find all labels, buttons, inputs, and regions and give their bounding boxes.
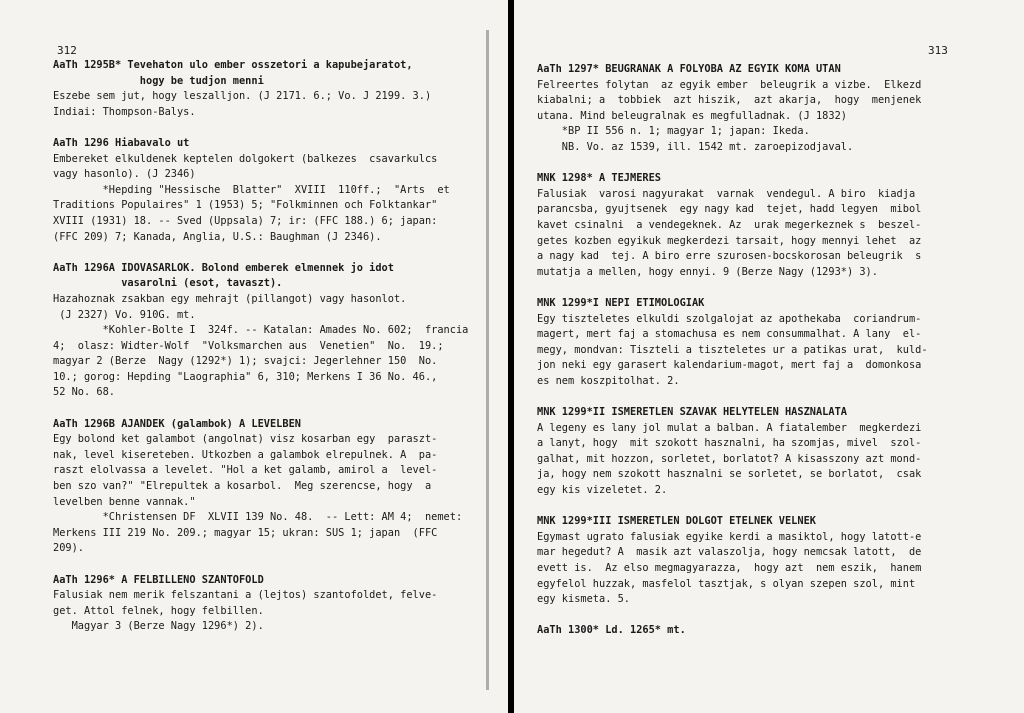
entry-text-line: Falusiak nem merik felszantani a (lejtos) szantofoldet, felve-: [53, 589, 438, 602]
entry-text-line: galhat, mit hozzon, sorletet, borlatot? A kisasszony azt mond-: [537, 452, 922, 465]
entry-text-line: *Christensen DF XLVII 139 No. 48. -- Lett: AM 4; nemet:: [53, 511, 463, 524]
entry-mnk-1299xiii: [537, 514, 928, 608]
entry-text-line: Egy tiszteletes elkuldi szolgalojat az apothekaba coriandrum-: [537, 312, 922, 325]
entry-mnk-1299xi: [537, 296, 928, 390]
entry-text-line: vagy hasonlo). (J 2346): [53, 168, 196, 181]
entry-text-line: Falusiak varosi nagyurakat varnak vendegul. A biro kiadja: [537, 187, 916, 200]
entry-aath-1296b: [53, 417, 468, 557]
entry-heading: AaTh 1297* BEUGRANAK A FOLYOBA AZ EGYIK KOMA UTAN: [537, 63, 841, 75]
entry-text-line: mutatja a mellen, hogy ennyi. 9 (Berze Nagy (1293*) 3).: [537, 265, 878, 278]
entry-text-line: vasarolni (esot, tavaszt).: [53, 277, 283, 290]
entry-mnk-1298x: [537, 171, 928, 280]
entry-text-line: magyar 2 (Berze Nagy (1292*) 1); svajci: Jegerlehner 150 No.: [53, 355, 438, 368]
left-page: [0, 0, 508, 713]
entry-text-line: utana. Mind beleugralnak es megfulladnak. (J 1832): [537, 109, 847, 122]
entry-text-line: ben szo van?" "Elrepultek a kosarbol. Meg szerencse, hogy a: [53, 480, 432, 493]
left-column: [53, 58, 468, 635]
entry-text-line: Eszebe sem jut, hogy leszalljon. (J 2171. 6.; Vo. J 2199. 3.): [53, 90, 432, 103]
entry-aath-1297x: [537, 62, 928, 156]
entry-heading: AaTh 1296* A FELBILLENO SZANTOFOLD: [53, 573, 264, 586]
entry-heading: AaTh 1296B AJANDEK (galambok) A LEVELBEN: [53, 417, 301, 430]
entry-text-line: 209).: [53, 542, 84, 555]
entry-text-line: magert, mert faj a stomachusa es nem consummalhat. A lany el-: [537, 328, 922, 341]
entry-text-line: kavet csinalni a vendegeknek. Az urak megerkeznek s beszel-: [537, 218, 922, 231]
entry-text-line: ja, hogy nem szokott hasznalni se sorletet, se borlatot, csak: [537, 468, 922, 481]
entry-mnk-1299xii: [537, 405, 928, 499]
entry-heading: AaTh 1296 Hiabavalo ut: [53, 136, 190, 149]
entry-text-line: parancsba, gyujtsenek egy nagy kad tejet, hadd legyen mibol: [537, 203, 922, 216]
entry-text-line: *Kohler-Bolte I 324f. -- Katalan: Amades No. 602; francia: [53, 324, 469, 337]
entry-text-line: a lanyt, hogy mit szokott hasznalni, ha szomjas, mivel szol-: [537, 437, 922, 450]
entry-spacer: [537, 156, 928, 172]
entry-text-line: getes kozben egyikuk megkerdezi tarsait, hogy mennyi lehet az: [537, 234, 922, 247]
entry-text-line: kiabalni; a tobbiek azt hiszik, azt akarja, hogy menjenek: [537, 94, 922, 107]
entry-text-line: get. Attol felnek, hogy felbillen.: [53, 604, 264, 617]
entry-spacer: [537, 499, 928, 515]
entry-heading: AaTh 1296A IDOVASARLOK. Bolond emberek elmennek jo idot: [53, 261, 394, 274]
book-gutter: [486, 30, 489, 690]
entry-heading: AaTh 1295B* Tevehaton ulo ember osszetori a kapubejaratot,: [53, 59, 413, 71]
entry-text-line: evett is. Az elso megmagyarazza, hogy azt nem eszik, hanem: [537, 562, 922, 574]
entry-text-line: a nagy kad tej. A biro erre szurosen-bocskorosan beleugrik s: [537, 250, 922, 263]
entry-aath-1300x: [537, 623, 928, 639]
entry-heading: MNK 1299*III ISMERETLEN DOLGOT ETELNEK VELNEK: [537, 515, 816, 528]
entry-aath-1296a: [53, 261, 468, 401]
entry-text-line: egyfelol huzzak, masfelol tasztjak, s olyan szepen szol, mint: [537, 577, 916, 590]
entry-heading: MNK 1299*I NEPI ETIMOLOGIAK: [537, 296, 705, 309]
entry-spacer: [53, 245, 468, 261]
entry-text-line: Merkens III 219 No. 209.; magyar 15; ukran: SUS 1; japan (FFC: [53, 526, 438, 539]
entry-text-line: raszt elolvassa a levelet. "Hol a ket galamb, amirol a level-: [53, 464, 438, 477]
page-number: 313: [928, 44, 948, 57]
entry-text-line: Traditions Populaires" 1 (1953) 5; "Folkminnen och Folktankar": [53, 199, 438, 212]
entry-heading: MNK 1298* A TEJMERES: [537, 172, 661, 185]
entry-spacer: [53, 120, 468, 136]
entry-text-line: 52 No. 68.: [53, 386, 115, 399]
entry-aath-1295b: [53, 58, 468, 120]
entry-text-line: NB. Vo. az 1539, ill. 1542 mt. zaroepizodjaval.: [537, 140, 854, 153]
entry-text-line: levelben benne vannak.": [53, 495, 196, 508]
entry-spacer: [537, 280, 928, 296]
right-column: [537, 62, 928, 639]
entry-text-line: Embereket elkuldenek keptelen dolgokert (balkezes csavarkulcs: [53, 152, 438, 165]
entry-text-line: Egy bolond ket galambot (angolnat) visz kosarban egy paraszt-: [53, 433, 438, 446]
entry-aath-1296: [53, 136, 468, 245]
entry-text-line: egy kismeta. 5.: [537, 593, 630, 606]
entry-text-line: (FFC 209) 7; Kanada, Anglia, U.S.: Baughman (J 2346).: [53, 230, 382, 243]
entry-heading: MNK 1299*II ISMERETLEN SZAVAK HELYTELEN HASZNALATA: [537, 406, 847, 419]
entry-aath-1296x: [53, 573, 468, 635]
entry-spacer: [53, 401, 468, 417]
entry-text-line: XVIII (1931) 18. -- Sved (Uppsala) 7; ir: (FFC 188.) 6; japan:: [53, 214, 438, 227]
entry-text-line: Egymast ugrato falusiak egyike kerdi a masiktol, hogy latott-e: [537, 530, 922, 543]
entry-text-line: A legeny es lany jol mulat a balban. A fiatalember megkerdezi: [537, 421, 922, 434]
entry-text-line: *Hepding "Hessische Blatter" XVIII 110ff.; "Arts et: [53, 183, 450, 196]
entry-spacer: [537, 608, 928, 624]
entry-spacer: [53, 557, 468, 573]
entry-text-line: nak, level kisereteben. Utkozben a galambok elrepulnek. A pa-: [53, 448, 438, 461]
entry-text-line: *BP II 556 n. 1; magyar 1; japan: Ikeda.: [537, 125, 810, 138]
entry-text-line: 4; olasz: Widter-Wolf "Volksmarchen aus Venetien" No. 19.;: [53, 339, 444, 352]
entry-text-line: 10.; gorog: Hepding "Laographia" 6, 310; Merkens I 36 No. 46.,: [53, 370, 438, 383]
page-number: 312: [57, 44, 77, 57]
entry-text-line: egy kis vizeletet. 2.: [537, 484, 668, 497]
entry-text-line: Hazahoznak zsakban egy mehrajt (pillangot) vagy hasonlot.: [53, 292, 407, 305]
entry-text-line: Felreertes folytan az egyik ember beleugrik a vizbe. Elkezd: [537, 78, 922, 91]
entry-text-line: hogy be tudjon menni: [53, 74, 264, 87]
entry-text-line: mar hegedut? A masik azt valaszolja, hogy nemcsak latott, de: [537, 546, 922, 559]
entry-text-line: megy, mondvan: Tiszteli a tiszteletes ur a patikas urat, kuld-: [537, 343, 928, 356]
entry-text-line: Magyar 3 (Berze Nagy 1296*) 2).: [53, 620, 264, 633]
entry-text-line: (J 2327) Vo. 910G. mt.: [53, 308, 196, 321]
entry-spacer: [537, 389, 928, 405]
entry-text-line: jon neki egy garasert kalendarium-magot, mert faj a domonkosa: [537, 359, 922, 372]
right-page: [514, 0, 1024, 713]
entry-heading: AaTh 1300* Ld. 1265* mt.: [537, 624, 686, 637]
entry-text-line: es nem koszpitolhat. 2.: [537, 374, 680, 387]
entry-text-line: Indiai: Thompson-Balys.: [53, 105, 196, 118]
